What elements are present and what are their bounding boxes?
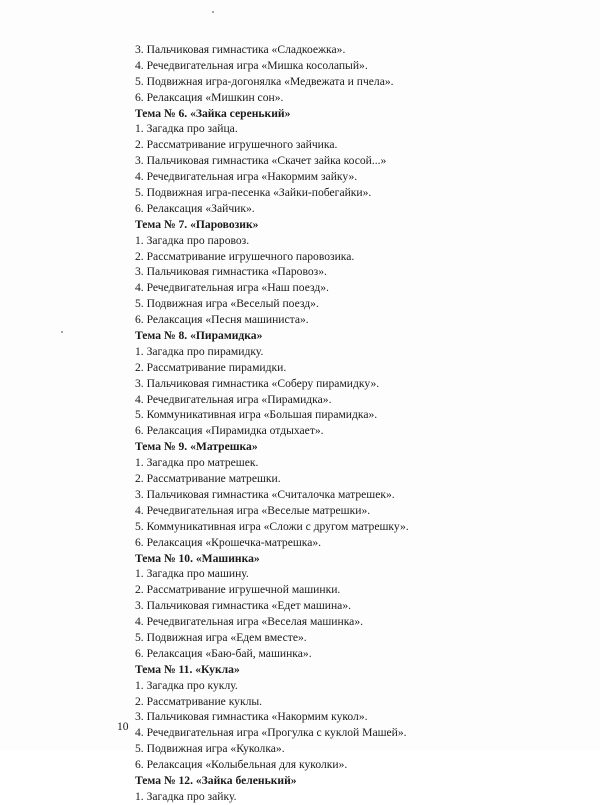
list-item: 2. Рассматривание пирамидки.: [135, 360, 287, 374]
list-item: 3. Пальчиковая гимнастика «Накормим кукол».: [135, 710, 368, 724]
list-item: 2. Рассматривание игрушечного зайчика.: [135, 138, 338, 152]
list-item: 2. Рассматривание игрушечного паровозика.: [135, 249, 355, 263]
list-item: 4. Речедвигательная игра «Пирамидка».: [135, 392, 332, 406]
list-item: 6. Релаксация «Баю-бай, машинка».: [135, 646, 312, 660]
list-item: 1. Загадка про зайца.: [135, 122, 238, 136]
topic-heading: Тема № 12. «Зайка беленький»: [135, 773, 297, 787]
list-item: 3. Пальчиковая гимнастика «Считалочка матрешек».: [135, 487, 395, 501]
topic-heading: Тема № 11. «Кукла»: [135, 662, 240, 676]
list-item: 4. Речедвигательная игра «Веселые матрешки».: [135, 503, 371, 517]
list-item: 4. Речедвигательная игра «Наш поезд».: [135, 281, 329, 295]
list-item: 2. Рассматривание куклы.: [135, 694, 263, 708]
list-item: 1. Загадка про машину.: [135, 567, 249, 581]
list-item: 4. Речедвигательная игра «Прогулка с куклой Машей».: [135, 726, 407, 740]
topic-heading: Тема № 8. «Пирамидка»: [135, 329, 263, 343]
topic-heading: Тема № 6. «Зайка серенький»: [135, 106, 291, 120]
list-item: 5. Подвижная игра «Куколка».: [135, 742, 285, 756]
list-item: 1. Загадка про матрешек.: [135, 456, 259, 470]
list-item: 2. Рассматривание матрешки.: [135, 472, 281, 486]
list-item: 6. Релаксация «Мишкин сон».: [135, 90, 284, 104]
list-item: 1. Загадка про зайку.: [135, 789, 237, 803]
topic-heading: Тема № 9. «Матрешка»: [135, 440, 258, 454]
list-item: 6. Релаксация «Пирамидка отдыхает».: [135, 424, 324, 438]
topic-heading: Тема № 10. «Машинка»: [135, 551, 260, 565]
list-item: 2. Рассматривание игрушечной машинки.: [135, 583, 341, 597]
list-item: 5. Коммуникативная игра «Сложи с другом матрешку».: [135, 519, 409, 533]
list-item: 1. Загадка про паровоз.: [135, 233, 250, 247]
list-item: 5. Подвижная игра-догонялка «Медвежата и пчела».: [135, 74, 394, 88]
list-item: 5. Коммуникативная игра «Большая пирамидка».: [135, 408, 378, 422]
scan-speck: [61, 331, 63, 333]
list-item: 4. Речедвигательная игра «Веселая машинка».: [135, 615, 364, 629]
list-item: 3. Пальчиковая гимнастика «Паровоз».: [135, 265, 327, 279]
list-item: 5. Подвижная игра «Веселый поезд».: [135, 297, 319, 311]
list-item: 3. Пальчиковая гимнастика «Сладкоежка».: [135, 43, 346, 56]
list-item: 5. Подвижная игра-песенка «Зайки-побегайки».: [135, 186, 372, 200]
list-item: 6. Релаксация «Зайчик».: [135, 201, 255, 215]
page-number: 10: [117, 720, 129, 733]
list-item: 3. Пальчиковая гимнастика «Скачет зайка косой...»: [135, 154, 387, 168]
list-item: 6. Релаксация «Колыбельная для куколки».: [135, 758, 348, 772]
list-item: 4. Речедвигательная игра «Накормим зайку».: [135, 170, 358, 184]
list-item: 3. Пальчиковая гимнастика «Соберу пирамидку».: [135, 376, 380, 390]
topic-heading: Тема № 7. «Паровозик»: [135, 217, 259, 231]
list-item: 6. Релаксация «Песня машиниста».: [135, 313, 309, 327]
list-item: 3. Пальчиковая гимнастика «Едет машина».: [135, 599, 352, 613]
list-item: 4. Речедвигательная игра «Мишка косолапый».: [135, 58, 368, 72]
list-item: 1. Загадка про пирамидку.: [135, 344, 264, 358]
list-item: 6. Релаксация «Крошечка-матрешка».: [135, 535, 322, 549]
lesson-plan-list: [135, 42, 575, 805]
scan-speck: [212, 11, 214, 13]
list-item: 5. Подвижная игра «Едем вместе».: [135, 630, 307, 644]
list-item: 1. Загадка про куклу.: [135, 678, 238, 692]
